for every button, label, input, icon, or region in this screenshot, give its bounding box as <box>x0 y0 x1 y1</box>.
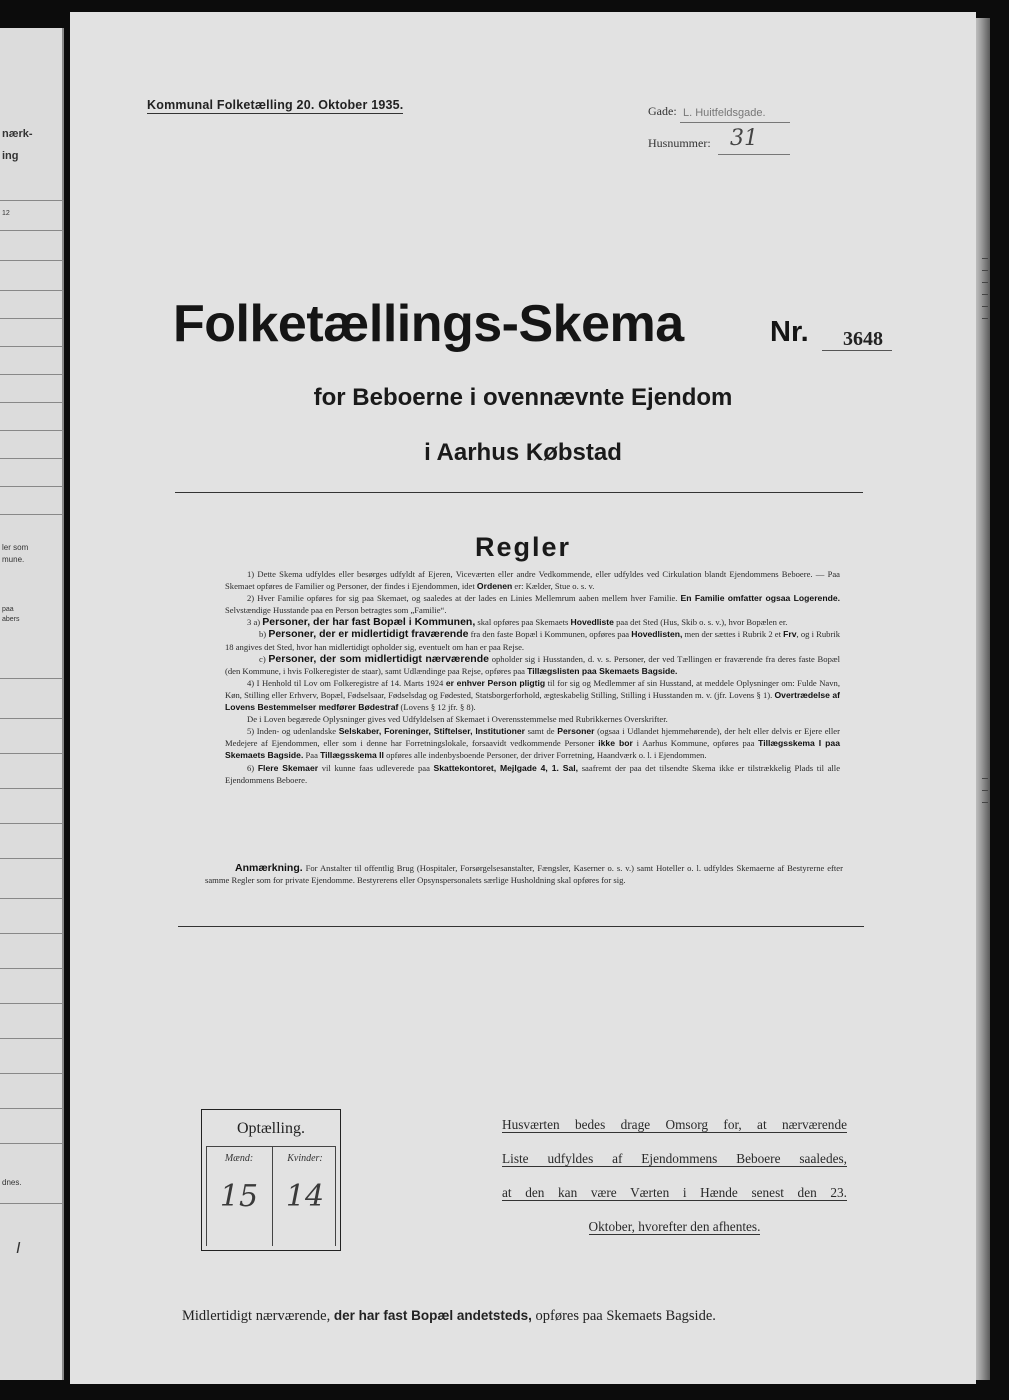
rules-text <box>225 568 840 786</box>
form-subtitle: for Beboerne i ovennævnte Ejendom <box>313 384 733 411</box>
kvinder-label: Kvinder: <box>287 1153 323 1164</box>
rule-4: 4) I Henhold til Lov om Folkeregistre af 14. Marts 1924 er enhver Person pligtig til for sig og Medlemmer af sin Husstand, at meddele Oplysninger om: Fulde Navn, Køn, Stilling eller Erhverv, Bopæl, Fødselsaar, Fødselsdag og Fødested, Statsborgerforhold, ægteskabelig Stilling, Stilling i Husstanden m. v. (jfr. Lovens § 1). Overtrædelse af Lovens Bestemmelser medfører Bødestraf (Lovens § 12 jfr. § 8). <box>225 677 840 713</box>
left-fragment: ing <box>2 150 19 162</box>
left-adjacent-page <box>0 28 64 1380</box>
rule-3b: b) Personer, der er midlertidigt fraværende fra den faste Bopæl i Kommunen, opføres paa Hovedlisten, men der sættes i Rubrik 2 et Frv, og i Rubrik 18 angives det Sted, hvor han midlertidigt opholder sig, eventuelt om han er paa Rejse. <box>225 628 840 652</box>
notice-line: Husværten bedes drage Omsorg for, at nærværende <box>502 1117 847 1132</box>
left-fragment: 12 <box>2 210 10 217</box>
annotation-note <box>205 862 843 887</box>
page-edge <box>976 18 990 1380</box>
rule-2: 2) Hver Familie opføres for sig paa Skemaet, og saaledes at der lades en Linies Mellemrum aaben mellem hver Familie. En Familie omfatter ogsaa Logerende. Selvstændige Husstande paa en Person betragtes som „Familie“. <box>225 593 840 616</box>
husnummer-value: 31 <box>730 126 758 151</box>
form-location: i Aarhus Købstad <box>424 439 622 466</box>
notice-line: Liste udfyldes af Ejendommens Beboere saaledes, <box>502 1151 847 1166</box>
kvinder-count: 14 <box>285 1179 325 1214</box>
rule-1: 1) Dette Skema udfyldes eller besørges udfyldt af Ejeren, Viceværten eller andre Vedkommende, eller udfyldes ved Cirkulation blandt Ejendommens Beboere. — Paa Skemaet opføres de Familier og Personer, der findes i Ejendommen, idet Ordenen er: Kælder, Stue o. s. v. <box>225 569 840 592</box>
rule-3c: c) Personer, der som midlertidigt nærværende opholder sig i Husstanden, d. v. s. Personer, der ved Tællingen er fraværende fra deres faste Bopæl (den Kommune, i hvis Folkeregister de staar), samt Udlændinge paa Rejse, opføres paa Tillægslisten paa Skemaets Bagside. <box>225 652 840 676</box>
landlord-notice <box>502 1116 847 1252</box>
maend-label: Mænd: <box>224 1153 254 1164</box>
left-fragment: dnes. <box>2 1178 22 1187</box>
rules-heading: Regler <box>474 532 572 562</box>
count-box <box>201 1109 341 1251</box>
gade-value: L. Huitfeldsgade. <box>683 107 766 119</box>
notice-line: Oktober, hvorefter den afhentes. <box>588 1219 761 1234</box>
left-fragment: mune. <box>2 555 25 564</box>
count-title: Optælling. <box>236 1120 305 1137</box>
census-form-page <box>70 12 976 1384</box>
divider <box>178 926 864 927</box>
notice-line: at den kan være Værten i Hænde senest den 23. <box>502 1185 847 1200</box>
left-fragment: abers <box>2 616 20 623</box>
gade-label: Gade: <box>648 104 677 118</box>
left-fragment: ler som <box>2 543 29 552</box>
left-handwriting: I <box>16 1240 21 1257</box>
rule-4b: De i Loven begærede Oplysninger gives ved Udfyldelsen af Skemaet i Overensstemmelse med Rubrikkernes Overskrifter. <box>247 714 668 725</box>
census-header: Kommunal Folketælling 20. Oktober 1935. <box>147 98 404 112</box>
nr-label: Nr. <box>770 316 809 348</box>
annotation-text: For Anstalter til offentlig Brug (Hospitaler, Forsørgelsesanstalter, Fængsler, Kaserner o. s. v.) samt Hoteller o. l. udfyldes Skemaerne af Bestyrerne efter samme Regler som for private Ejendomme. Bestyrerens eller Opsynspersonalets særlige Husholdning skal opføres for sig. <box>205 863 843 886</box>
maend-count: 15 <box>219 1179 259 1214</box>
left-fragment: nærk- <box>2 128 33 140</box>
annotation-label: Anmærkning. <box>235 862 303 874</box>
rule-5: 5) Inden- og udenlandske Selskaber, Foreninger, Stiftelser, Institutioner samt de Personer (ogsaa i Udlandet hjemmehørende), der helt eller delvis er Ejere eller Medejere af Ejendommen, eller som i denne har Forretningslokale, forsaavidt vedkommende Personer ikke bor i Aarhus Kommune, opføres paa Tillægsskema I paa Skemaets Bagside. Paa Tillægsskema II opføres alle indenbysboende Personer, der driver Forretning, Haandværk o. l. i Ejendommen. <box>225 726 840 761</box>
divider <box>175 492 863 493</box>
husnummer-label: Husnummer: <box>648 136 711 150</box>
rule-3a: 3 a) Personer, der har fast Bopæl i Kommunen, skal opføres paa Skemaets Hovedliste paa det Sted (Hus, Skib o. s. v.), hvor Bopælen er. <box>247 616 788 629</box>
left-fragment: paa <box>2 606 14 613</box>
rule-6: 6) Flere Skemaer vil kunne faas udleverede paa Skattekontoret, Mejlgade 4, 1. Sal, saafremt der paa det tilsendte Skema ikke er tilstrækkelig Plads til alle Ejendommens Beboere. <box>225 762 841 785</box>
form-title: Folketællings-Skema <box>173 295 684 353</box>
form-number: 3648 <box>843 328 883 350</box>
footer-note: Midlertidigt nærværende, der har fast Bopæl andetsteds, opføres paa Skemaets Bagside. <box>182 1308 716 1324</box>
